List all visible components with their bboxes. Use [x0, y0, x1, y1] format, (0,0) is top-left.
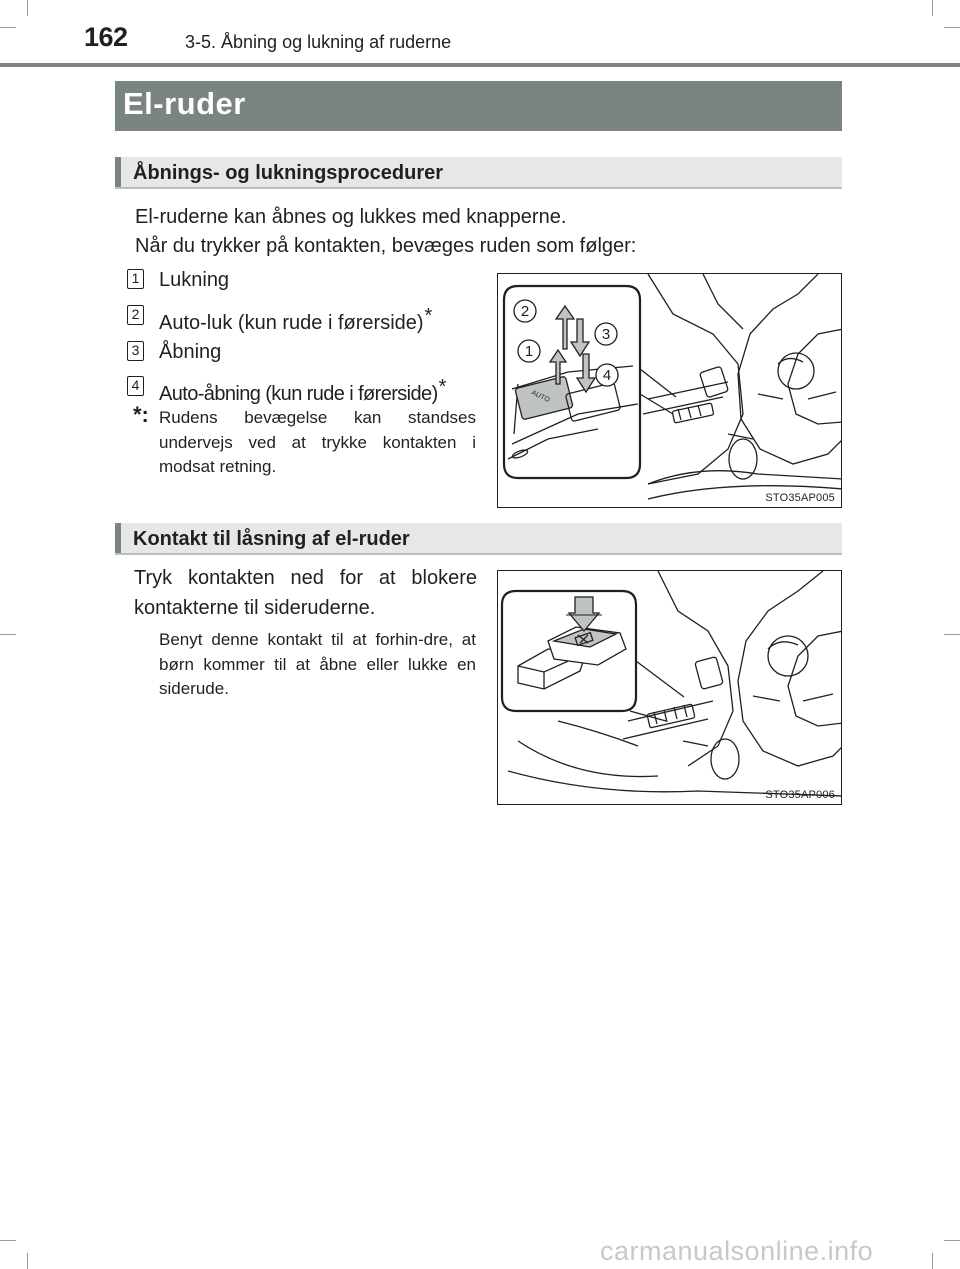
crop-mark	[0, 634, 16, 635]
watermark: carmanualsonline.info	[600, 1236, 874, 1266]
running-head: 3-5. Åbning og lukning af ruderne	[185, 32, 452, 52]
callout-3: 3	[601, 326, 611, 343]
item-text: Lukning	[159, 269, 230, 291]
crop-mark	[944, 634, 960, 635]
callout-2: 2	[520, 303, 530, 320]
footnote-mark: *	[438, 376, 446, 398]
subsection-title: Kontakt til låsning af el-ruder	[133, 528, 410, 550]
crop-mark	[27, 0, 28, 16]
lock-switch-text: Tryk kontakten ned for at blokere kontakterne til sideruderne.	[134, 567, 477, 619]
item-text: Auto-åbning (kun rude i førerside)*	[159, 376, 446, 405]
callout-4: 4	[602, 367, 612, 384]
number-badge: 2	[127, 305, 144, 325]
crop-mark	[27, 1253, 28, 1269]
crop-mark	[932, 1253, 933, 1269]
lock-switch-note: Benyt denne kontakt til at forhin-dre, at børn kommer til at åbne eller lukke en siderude.	[159, 630, 476, 698]
header-rule	[0, 63, 960, 67]
figure-code: STO35AP006	[765, 789, 835, 801]
item-text: Åbning	[159, 341, 222, 363]
section-title: El-ruder	[123, 86, 246, 121]
number-badge: 1	[127, 269, 144, 289]
figure-window-switch	[497, 273, 842, 508]
callout-1: 1	[524, 343, 534, 360]
figure-code: STO35AP005	[765, 492, 835, 504]
subsection-bar-lock-switch	[115, 523, 842, 555]
intro-line-1: El-ruderne kan åbnes og lukkes med knapperne.	[135, 206, 567, 228]
crop-mark	[944, 27, 960, 28]
item-text: Auto-luk (kun rude i førerside)*	[159, 305, 433, 334]
crop-mark	[944, 1240, 960, 1241]
page-number: 162	[84, 22, 128, 52]
auto-button-label: AUTO	[530, 389, 551, 404]
crop-mark	[0, 1240, 16, 1241]
window-lock-illustration	[498, 571, 842, 805]
footnote-mark: *:	[133, 402, 149, 427]
crop-mark	[932, 0, 933, 16]
number-badge: 4	[127, 376, 144, 396]
number-badge: 3	[127, 341, 144, 361]
subsection-bar-procedures	[115, 157, 842, 189]
footnote-text: Rudens bevægelse kan standses undervejs ved at trykke kontakten i modsat retning.	[159, 408, 476, 476]
footnote-mark: *	[424, 305, 433, 327]
window-switch-illustration	[498, 274, 842, 508]
crop-mark	[0, 27, 16, 28]
intro-line-2: Når du trykker på kontakten, bevæges ruden som følger:	[135, 235, 637, 257]
figure-window-lock-switch	[497, 570, 842, 805]
subsection-title: Åbnings- og lukningsprocedurer	[133, 162, 444, 184]
